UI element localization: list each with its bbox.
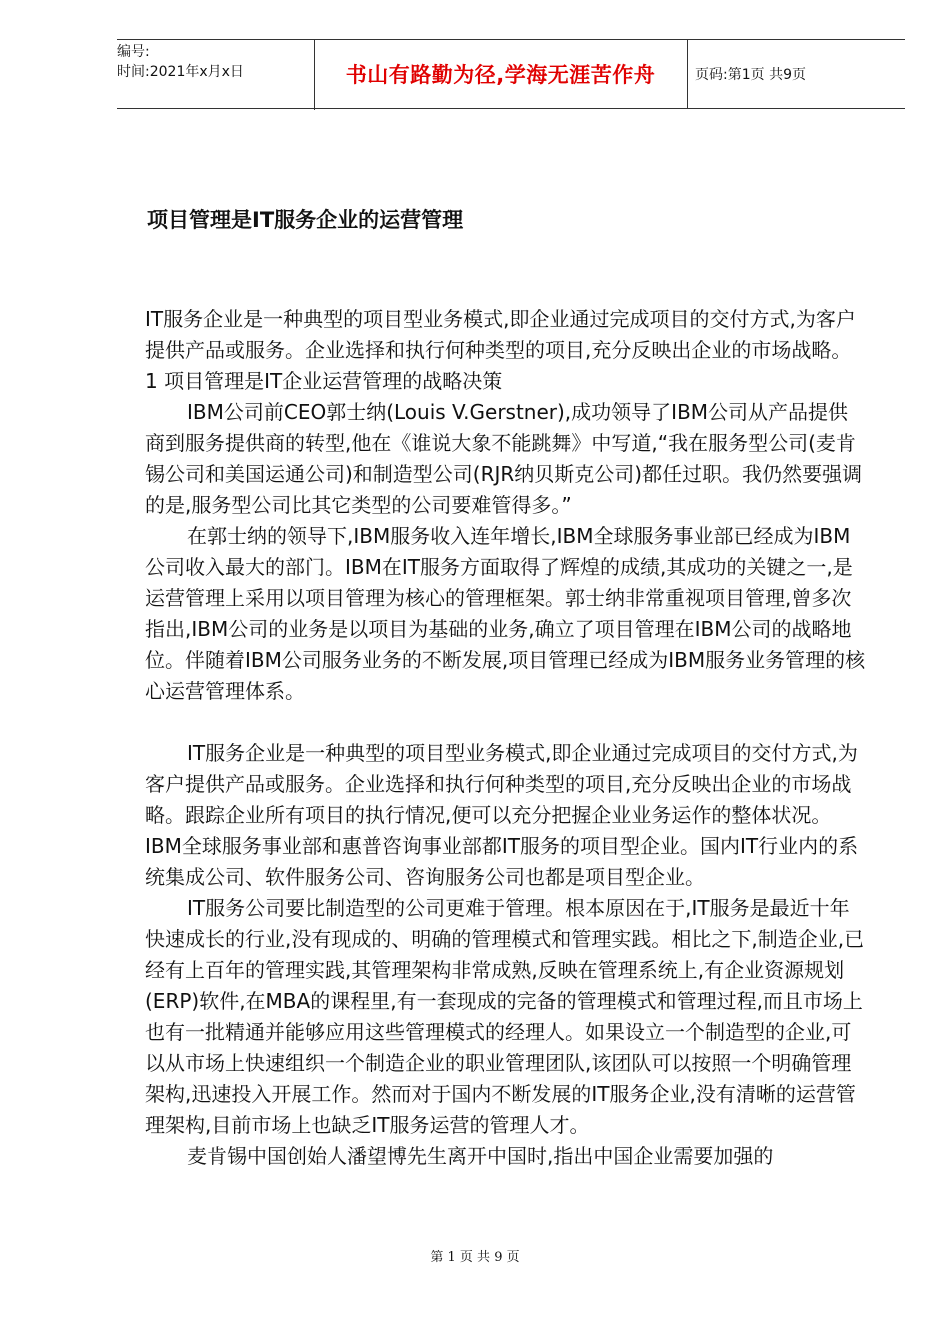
number-label: 编号:	[117, 44, 150, 60]
paragraph-spacer	[145, 707, 867, 738]
paragraph: IT服务企业是一种典型的项目型业务模式,即企业通过完成项目的交付方式,为客户提供产品或服务。企业选择和执行何种类型的项目,充分反映出企业的市场战略。跟踪企业所有项目的执行情况,便可以充分把握企业业务运作的整体状况。IBM全球服务事业部和惠普咨询事业部都IT服务的项目型企业。国内IT行业内的系统集成公司、软件服务公司、咨询服务公司也都是项目型企业。	[145, 741, 859, 889]
document-body	[145, 304, 867, 1172]
motto-text: 书山有路勤为径,学海无涯苦作舟	[345, 63, 656, 87]
time-label: 时间:2021年x月x日	[117, 64, 244, 80]
paragraph: IT服务公司要比制造型的公司更难于管理。根本原因在于,IT服务是最近十年快速成长的行业,没有现成的、明确的管理模式和管理实践。相比之下,制造企业,已经有上百年的管理实践,其管理架构非常成熟,反映在管理系统上,有企业资源规划(ERP)软件,在MBA的课程里,有一套现成的完备的管理模式和管理过程,而且市场上也有一批精通并能够应用这些管理模式的经理人。如果设立一个制造型的企业,可以从市场上快速组织一个制造企业的职业管理团队,该团队可以按照一个明确管理架构,迅速投入开展工作。然而对于国内不断发展的IT服务企业,没有清晰的运营管理架构,目前市场上也缺乏IT服务运营的管理人才。	[145, 896, 865, 1137]
paragraph: IBM公司前CEO郭士纳(Louis V.Gerstner),成功领导了IBM公司从产品提供商到服务提供商的转型,他在《谁说大象不能跳舞》中写道,“我在服务型公司(麦肯锡公司和美国运通公司)和制造型公司(RJR纳贝斯克公司)都任过职。我仍然要强调的是,服务型公司比其它类型的公司要难管得多。”	[145, 400, 863, 517]
page-footer: 第 1 页 共 9 页	[430, 1250, 520, 1265]
header-meta-cell	[117, 40, 315, 110]
paragraph: IT服务企业是一种典型的项目型业务模式,即企业通过完成项目的交付方式,为客户提供产品或服务。企业选择和执行何种类型的项目,充分反映出企业的市场战略。	[145, 307, 856, 362]
header-page-cell	[687, 40, 905, 108]
document-title: 项目管理是IT服务企业的运营管理	[147, 208, 464, 232]
section-heading: 1 项目管理是IT企业运营管理的战略决策	[145, 369, 503, 393]
page-header	[117, 39, 905, 109]
paragraph: 在郭士纳的领导下,IBM服务收入连年增长,IBM全球服务事业部已经成为IBM公司收入最大的部门。IBM在IT服务方面取得了辉煌的成绩,其成功的关键之一,是运营管理上采用以项目管理为核心的管理框架。郭士纳非常重视项目管理,曾多次指出,IBM公司的业务是以项目为基础的业务,确立了项目管理在IBM公司的战略地位。伴随着IBM公司服务业务的不断发展,项目管理已经成为IBM服务业务管理的核心运营管理体系。	[145, 524, 866, 703]
paragraph: 麦肯锡中国创始人潘望博先生离开中国时,指出中国企业需要加强的	[187, 1144, 774, 1168]
page-label: 页码:第1页 共9页	[695, 67, 806, 83]
header-motto-cell	[314, 40, 688, 108]
